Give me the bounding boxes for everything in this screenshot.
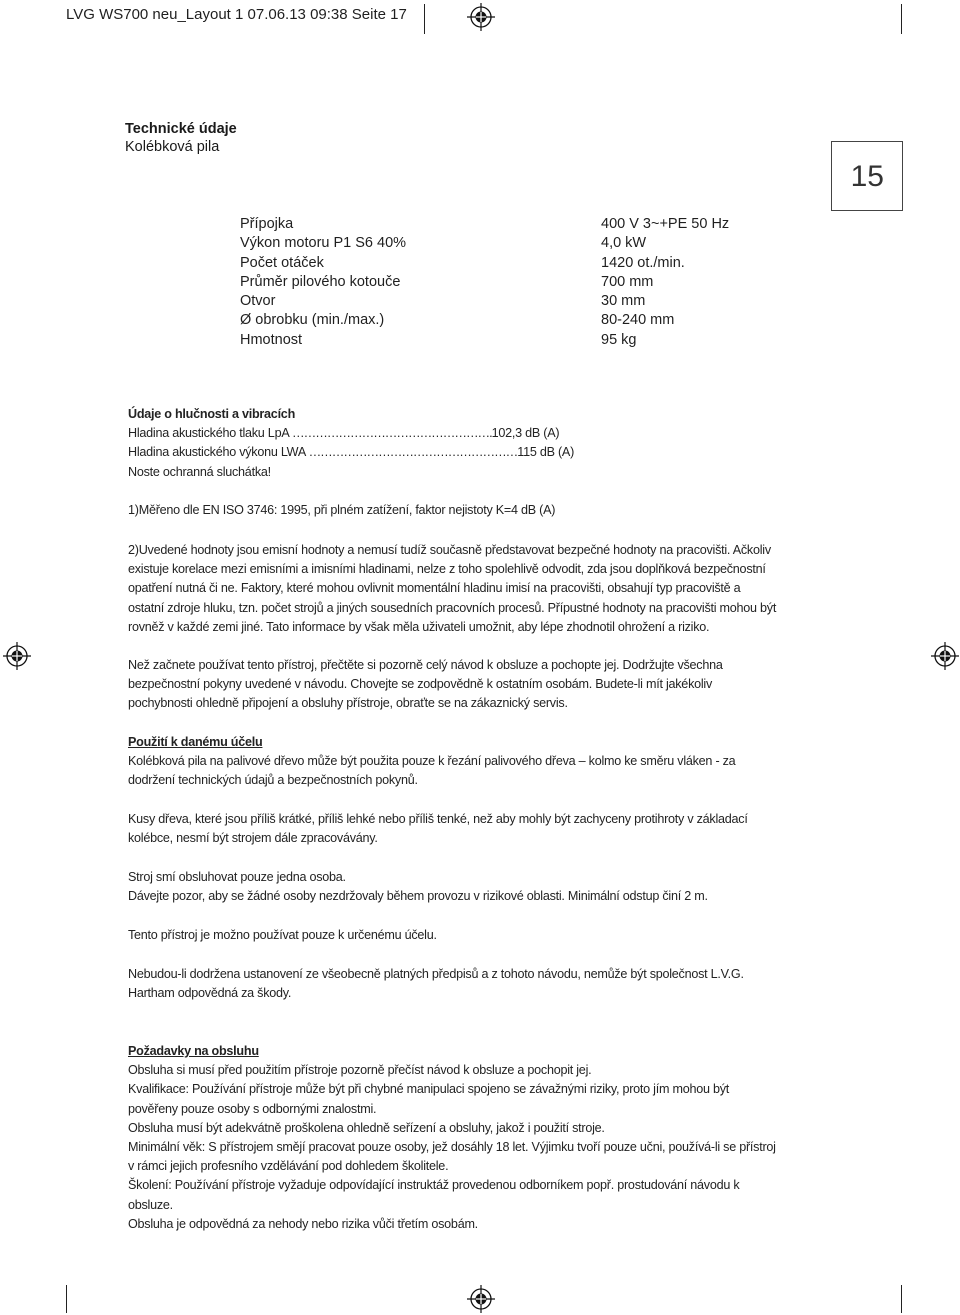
noise-lpa-label: Hladina akustického tlaku LpA bbox=[128, 426, 293, 441]
spec-label: Počet otáček bbox=[240, 254, 324, 271]
operator-line: Obsluha musí být adekvátně proškolena ohledně seřízení a obsluhy, jakož i použití stroje. bbox=[128, 1120, 605, 1135]
spec-value: 30 mm bbox=[601, 293, 646, 310]
intended-use-line: Kolébková pila na palivové dřevo může být použita pouze k řezání palivového dřeva – kolmo ke směru vláken - za bbox=[128, 754, 736, 769]
intended-use-p5 bbox=[128, 965, 828, 1003]
operator-line: obsluze. bbox=[128, 1197, 173, 1212]
crop-mark-top bbox=[424, 4, 425, 34]
spec-value: 1420 ot./min. bbox=[601, 254, 685, 271]
note-1 bbox=[128, 501, 828, 520]
section-subtitle: Kolébková pila bbox=[125, 139, 220, 155]
spec-label: Přípojka bbox=[240, 216, 294, 232]
spec-label: Průměr pilového kotouče bbox=[240, 273, 401, 290]
spec-labels bbox=[240, 215, 406, 350]
operator-line: Obsluha je odpovědná za nehody nebo rizika vůči třetím osobám. bbox=[128, 1216, 478, 1231]
spec-value: 4,0 kW bbox=[601, 235, 647, 252]
noise-warning: Noste ochranná sluchátka! bbox=[128, 464, 271, 479]
crop-mark-bottom-right bbox=[901, 1285, 902, 1313]
intended-use-p4 bbox=[128, 926, 828, 945]
note-2-line: existuje korelace mezi emisními a imisními hladinami, nelze z toho spolehlivě odvodit, zda jsou doplňková bezpečnostní bbox=[128, 562, 766, 577]
intro-line: pochybnosti ohledně připojení a obsluhy přístroje, obraťte se na zákaznický servis. bbox=[128, 696, 568, 711]
spec-value: 400 V 3~+PE 50 Hz bbox=[601, 216, 730, 232]
intro-line: Než začnete používat tento přístroj, přečtěte si pozorně celý návod k obsluze a pochopte jej. Dodržujte všechna bbox=[128, 658, 723, 672]
spec-value: 80-240 mm bbox=[601, 312, 675, 329]
noise-section bbox=[128, 405, 828, 482]
intended-use-line: Stroj smí obsluhovat pouze jedna osoba. bbox=[128, 870, 346, 884]
operator-line: Minimální věk: S přístrojem smějí pracovat pouze osoby, jež dosáhly 18 let. Výjimku tvoří pouze učni, používá-li se přístroj bbox=[128, 1140, 776, 1155]
intended-use-p3 bbox=[128, 868, 828, 906]
note-2-line: ostatní zdroje hluku, tzn. počet strojů a jiných sousedních pracovních procesů. Přípustné hodnoty na pracovišti mohou být bbox=[128, 600, 777, 615]
spec-label: Ø obrobku (min./max.) bbox=[240, 312, 385, 329]
crop-mark-bottom-left bbox=[66, 1285, 67, 1313]
intended-use-line: Kusy dřeva, které jsou příliš krátké, příliš lehké nebo příliš tenké, než aby mohly být zachyceny protihroty v základací bbox=[128, 812, 748, 826]
operator-line: Obsluha si musí před použitím přístroje pozorně přečíst návod k obsluze a pochopit jej. bbox=[128, 1063, 592, 1078]
intended-use-heading: Použití k danému účelu bbox=[128, 735, 263, 749]
registration-mark-right-icon bbox=[930, 641, 960, 671]
operator-line: pověřeny pouze osoby s odbornými znalostmi. bbox=[128, 1101, 377, 1116]
intended-use-p2 bbox=[128, 810, 828, 848]
noise-lwa-row bbox=[128, 443, 828, 462]
noise-lpa-value: 102,3 dB (A) bbox=[491, 426, 560, 441]
intended-use-line: Dávejte pozor, aby se žádné osoby nezdržovaly během provozu v rizikové oblasti. Minimální odstup činí 2 m. bbox=[128, 889, 708, 904]
spec-value: 95 kg bbox=[601, 331, 637, 348]
spec-value: 700 mm bbox=[601, 273, 654, 290]
spec-values bbox=[601, 215, 729, 350]
operator-line: Školení: Používání přístroje vyžaduje odpovídající instruktáž provedenou odborníkem popř. prostudování návodu k bbox=[128, 1178, 740, 1193]
intended-use-line: Hartham odpovědná za škody. bbox=[128, 986, 292, 1001]
registration-mark-bottom-icon bbox=[466, 1284, 496, 1314]
note-2-line: rovněž v každé zemi jiné. Tato informace by však měla uživateli umožnit, aby lépe zhodnotil ohrožení a riziko. bbox=[128, 619, 710, 634]
noise-lwa-value: 115 dB (A) bbox=[517, 445, 575, 460]
intended-use-line: Nebudou-li dodržena ustanovení ze všeobecně platných předpisů a z tohoto návodu, nemůže být společnost L.V.G. bbox=[128, 967, 744, 981]
registration-mark-left-icon bbox=[2, 641, 32, 671]
intended-use-line: Tento přístroj je možno používat pouze k určenému účelu. bbox=[128, 928, 437, 942]
section-title: Technické údaje bbox=[125, 121, 237, 137]
crop-mark-top-right bbox=[901, 4, 902, 34]
note-2-line: opatření nutná či ne. Faktory, které mohou ovlivnit momentální hladinu imisí na pracovišti, obsahují typ pracoviště a bbox=[128, 581, 741, 596]
spec-label: Hmotnost bbox=[240, 331, 303, 348]
operator-requirements bbox=[128, 1042, 848, 1234]
intro-line: bezpečnostní pokyny uvedené v návodu. Chovejte se zodpovědně k ostatním osobám. Budete-li mít jakékoliv bbox=[128, 677, 713, 692]
page-number: 15 bbox=[850, 160, 884, 193]
noise-lpa-row bbox=[128, 424, 828, 443]
operator-line: v rámci jejich profesního vzdělávání pod dohledem školitele. bbox=[128, 1159, 449, 1174]
print-slug: LVG WS700 neu_Layout 1 07.06.13 09:38 Seite 17 bbox=[66, 6, 407, 23]
spec-label: Výkon motoru P1 S6 40% bbox=[240, 235, 407, 252]
intended-use-line: kolébce, nesmí být strojem dále zpracovávány. bbox=[128, 831, 378, 846]
intended-use-title bbox=[128, 733, 828, 791]
noise-lwa-label: Hladina akustického výkonu LWA bbox=[128, 445, 309, 460]
operator-heading: Požadavky na obsluhu bbox=[128, 1044, 259, 1058]
noise-lwa-dots: ……………………………………………… bbox=[308, 445, 518, 460]
note-1-text: 1)Měřeno dle EN ISO 3746: 1995, při plném zatížení, faktor nejistoty K=4 dB (A) bbox=[128, 503, 556, 517]
intended-use-line: dodržení technických údajů a bezpečnostních pokynů. bbox=[128, 773, 418, 788]
operator-line: Kvalifikace: Používání přístroje může být při chybné manipulaci spojeno se závažnými riziky, proto jím mohou být bbox=[128, 1082, 730, 1097]
note-2 bbox=[128, 541, 848, 637]
spec-label: Otvor bbox=[240, 293, 276, 310]
page-number-box bbox=[831, 141, 903, 211]
noise-title: Údaje o hlučnosti a vibracích bbox=[128, 407, 296, 421]
noise-lpa-dots: ……………………………………………. bbox=[292, 426, 492, 441]
registration-mark-top-icon bbox=[466, 2, 496, 32]
intro-paragraph bbox=[128, 656, 828, 714]
note-2-line: 2)Uvedené hodnoty jsou emisní hodnoty a nemusí tudíž současně představovat bezpečné hodnoty na pracovišti. Ačkoliv bbox=[128, 543, 771, 557]
